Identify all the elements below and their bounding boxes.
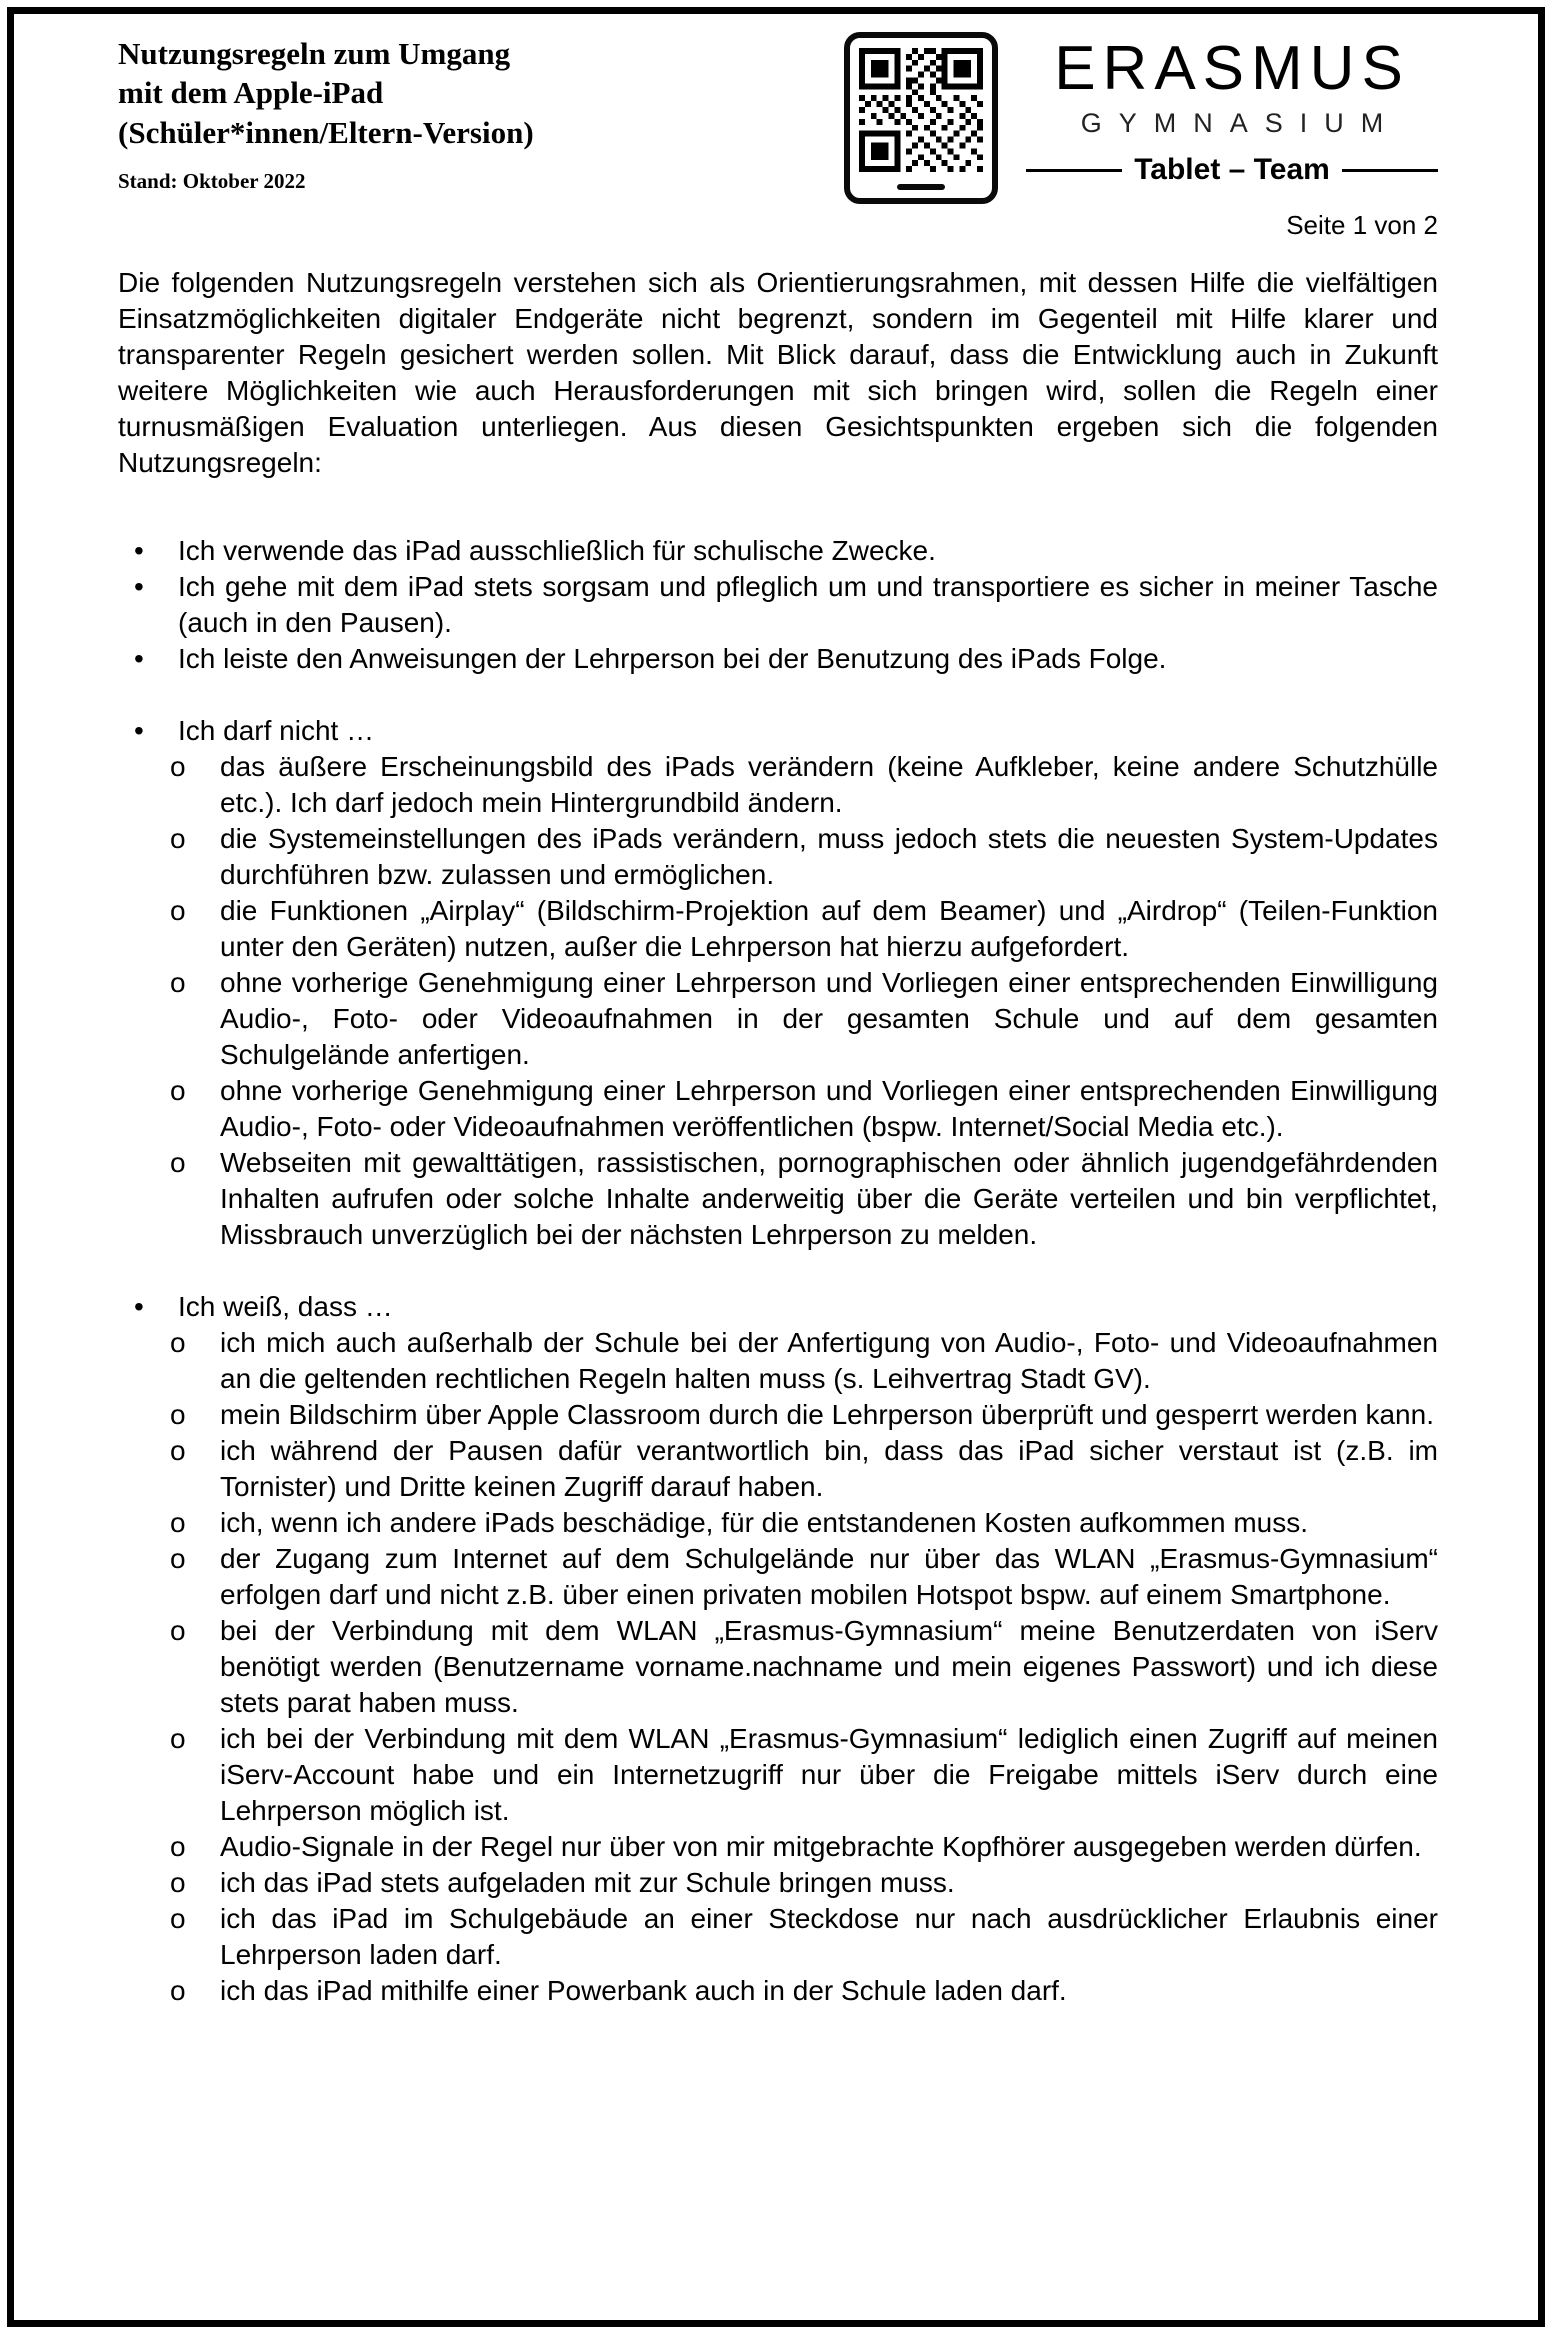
rule-text: Ich gehe mit dem iPad stets sorgsam und pfleglich um und transportiere es sicher in meiner Tasche (auch in den Pausen). xyxy=(178,571,1438,638)
sub-rule-item xyxy=(118,1541,1438,1613)
qr-code-icon xyxy=(859,48,983,172)
circle-bullet-icon: o xyxy=(170,1147,186,1178)
date-line: Stand: Oktober 2022 xyxy=(118,169,306,194)
intro-paragraph: Die folgenden Nutzungsregeln verstehen sich als Orientierungsrahmen, mit dessen Hilfe die vielfältigen Einsatzmöglichkeiten digitaler Endgeräte nicht begrenzt, sondern im Gegenteil mit Hilfe klarer und transparenter Regeln gesichert werden sollen. Mit Blick darauf, dass die Entwicklung auch in Zukunft weitere Möglichkeiten wie auch Herausforderungen mit sich bringen wird, sollen die Regeln einer turnusmäßigen Evaluation unterliegen. Aus diesen Gesichtspunkten ergeben sich die folgenden Nutzungsregeln: xyxy=(118,267,1438,478)
tablet-team-label: Tablet – Team xyxy=(1134,153,1330,186)
page-title xyxy=(118,34,844,152)
logo-erasmus-text: ERASMUS xyxy=(1054,34,1410,103)
section-label-row xyxy=(118,1289,1438,1325)
rule-text: Ich leiste den Anweisungen der Lehrperson bei der Benutzung des iPads Folge. xyxy=(178,643,1167,674)
sub-rule-item xyxy=(118,1397,1438,1433)
sub-rule-text: ich, wenn ich andere iPads beschädige, für die entstandenen Kosten aufkommen muss. xyxy=(220,1507,1308,1538)
rule-item xyxy=(118,533,1438,569)
bullet-icon: • xyxy=(134,715,144,746)
sub-rule-item xyxy=(118,1505,1438,1541)
sub-rule-text: ich das iPad im Schulgebäude an einer Steckdose nur nach ausdrücklicher Erlaubnis einer Lehrperson laden darf. xyxy=(220,1903,1438,1970)
sub-rule-text: ich das iPad stets aufgeladen mit zur Schule bringen muss. xyxy=(220,1867,955,1898)
title-line: Nutzungsregeln zum Umgang xyxy=(118,36,511,71)
circle-bullet-icon: o xyxy=(170,1831,186,1862)
sub-rule-item xyxy=(118,1433,1438,1505)
sub-rule-text: Webseiten mit gewalttätigen, rassistischen, pornographischen oder ähnlich jugendgefährdenden Inhalten aufrufen oder solche Inhalte anderweitig über die Geräte verteilen und bin verpflichtet, Missbrauch unverzüglich bei der nächsten Lehrperson zu melden. xyxy=(220,1147,1438,1250)
circle-bullet-icon: o xyxy=(170,895,186,926)
sub-rule-text: der Zugang zum Internet auf dem Schulgelände nur über das WLAN „Erasmus-Gymnasium“ erfolgen darf und nicht z.B. über einen privaten mobilen Hotspot bspw. auf einem Smartphone. xyxy=(220,1543,1438,1610)
sub-rule-item xyxy=(118,1721,1438,1829)
rule-line xyxy=(1342,169,1438,172)
sub-rule-text: ich das iPad mithilfe einer Powerbank auch in der Schule laden darf. xyxy=(220,1975,1067,2006)
circle-bullet-icon: o xyxy=(170,1543,186,1574)
sub-rule-item xyxy=(118,749,1438,821)
sub-rule-item xyxy=(118,1973,1438,2009)
page-indicator: Seite 1 von 2 xyxy=(1286,210,1438,240)
rules-section-darf-nicht xyxy=(118,713,1438,1253)
rule-item xyxy=(118,569,1438,641)
sub-rule-item xyxy=(118,1901,1438,1973)
sub-rule-item xyxy=(118,893,1438,965)
section-label-row xyxy=(118,713,1438,749)
weiss-dass-sublist xyxy=(118,1325,1438,2009)
tablet-frame xyxy=(844,32,998,204)
sub-rule-text: ich mich auch außerhalb der Schule bei der Anfertigung von Audio-, Foto- und Videoaufnahmen an die geltenden rechtlichen Regeln halten muss (s. Leihvertrag Stadt GV). xyxy=(220,1327,1438,1394)
darf-nicht-sublist xyxy=(118,749,1438,1253)
logo-tablet-team xyxy=(1026,153,1438,187)
bullet-icon: • xyxy=(134,571,144,602)
sub-rule-text: bei der Verbindung mit dem WLAN „Erasmus-Gymnasium“ meine Benutzerdaten von iServ benötigt werden (Benutzername vorname.nachname und mein eigenes Passwort) und ich diese stets parat haben muss. xyxy=(220,1615,1438,1718)
sub-rule-text: Audio-Signale in der Regel nur über von mir mitgebrachte Kopfhörer ausgegeben werden dürfen. xyxy=(220,1831,1422,1862)
circle-bullet-icon: o xyxy=(170,1975,186,2006)
rules-section-weiss-dass xyxy=(118,1289,1438,2009)
circle-bullet-icon: o xyxy=(170,1723,186,1754)
bullet-icon: • xyxy=(134,1291,144,1322)
sub-rule-item xyxy=(118,1829,1438,1865)
title-block xyxy=(118,30,844,194)
circle-bullet-icon: o xyxy=(170,1903,186,1934)
circle-bullet-icon: o xyxy=(170,1507,186,1538)
rule-line xyxy=(1026,169,1122,172)
rule-text: Ich verwende das iPad ausschließlich für schulische Zwecke. xyxy=(178,535,936,566)
school-logo xyxy=(1026,30,1438,187)
sub-rule-item xyxy=(118,1613,1438,1721)
bullet-icon: • xyxy=(134,643,144,674)
title-line: mit dem Apple-iPad xyxy=(118,75,384,111)
section-label: Ich weiß, dass … xyxy=(178,1291,393,1322)
circle-bullet-icon: o xyxy=(170,1399,186,1430)
sub-rule-text: ohne vorherige Genehmigung einer Lehrperson und Vorliegen einer entsprechenden Einwilligung Audio-, Foto- oder Videoaufnahmen veröffentlichen (bspw. Internet/Social Media etc.). xyxy=(220,1075,1438,1142)
circle-bullet-icon: o xyxy=(170,1327,186,1358)
circle-bullet-icon: o xyxy=(170,1075,186,1106)
circle-bullet-icon: o xyxy=(170,967,186,998)
sub-rule-text: die Funktionen „Airplay“ (Bildschirm-Projektion auf dem Beamer) und „Airdrop“ (Teilen-Funktion unter den Geräten) nutzen, außer die Lehrperson hat hierzu aufgefordert. xyxy=(220,895,1438,962)
sub-rule-text: ich während der Pausen dafür verantwortlich bin, dass das iPad sicher verstaut ist (z.B. im Tornister) und Dritte keinen Zugriff darauf haben. xyxy=(220,1435,1438,1502)
circle-bullet-icon: o xyxy=(170,1615,186,1646)
bullet-icon: • xyxy=(134,535,144,566)
document-header xyxy=(118,30,1438,204)
title-line: (Schüler*innen/Eltern-Version) xyxy=(118,114,534,150)
circle-bullet-icon: o xyxy=(170,1435,186,1466)
circle-bullet-icon: o xyxy=(170,823,186,854)
rules-general-list xyxy=(118,533,1438,677)
sub-rule-item xyxy=(118,821,1438,893)
sub-rule-item xyxy=(118,1145,1438,1253)
logo-gymnasium-text: GYMNASIUM xyxy=(1080,108,1401,138)
rule-item xyxy=(118,641,1438,677)
sub-rule-item xyxy=(118,965,1438,1073)
circle-bullet-icon: o xyxy=(170,751,186,782)
sub-rule-item xyxy=(118,1073,1438,1145)
sub-rule-item xyxy=(118,1865,1438,1901)
section-label: Ich darf nicht … xyxy=(178,715,375,746)
circle-bullet-icon: o xyxy=(170,1867,186,1898)
sub-rule-text: die Systemeinstellungen des iPads verändern, muss jedoch stets die neuesten System-Updates durchführen bzw. zulassen und ermöglichen. xyxy=(220,823,1438,890)
sub-rule-text: mein Bildschirm über Apple Classroom durch die Lehrperson überprüft und gesperrt werden kann. xyxy=(220,1399,1434,1430)
sub-rule-text: das äußere Erscheinungsbild des iPads verändern (keine Aufkleber, keine andere Schutzhülle etc.). Ich darf jedoch mein Hintergrundbild ändern. xyxy=(220,751,1438,818)
sub-rule-text: ich bei der Verbindung mit dem WLAN „Erasmus-Gymnasium“ lediglich einen Zugriff auf meinen iServ-Account habe und ein Internetzugriff nur über die Freigabe mittels iServ durch eine Lehrperson möglich ist. xyxy=(220,1723,1438,1826)
sub-rule-item xyxy=(118,1325,1438,1397)
sub-rule-text: ohne vorherige Genehmigung einer Lehrperson und Vorliegen einer entsprechenden Einwilligung Audio-, Foto- oder Videoaufnahmen in der gesamten Schule und auf dem gesamten Schulgelände anfertigen. xyxy=(220,967,1438,1070)
